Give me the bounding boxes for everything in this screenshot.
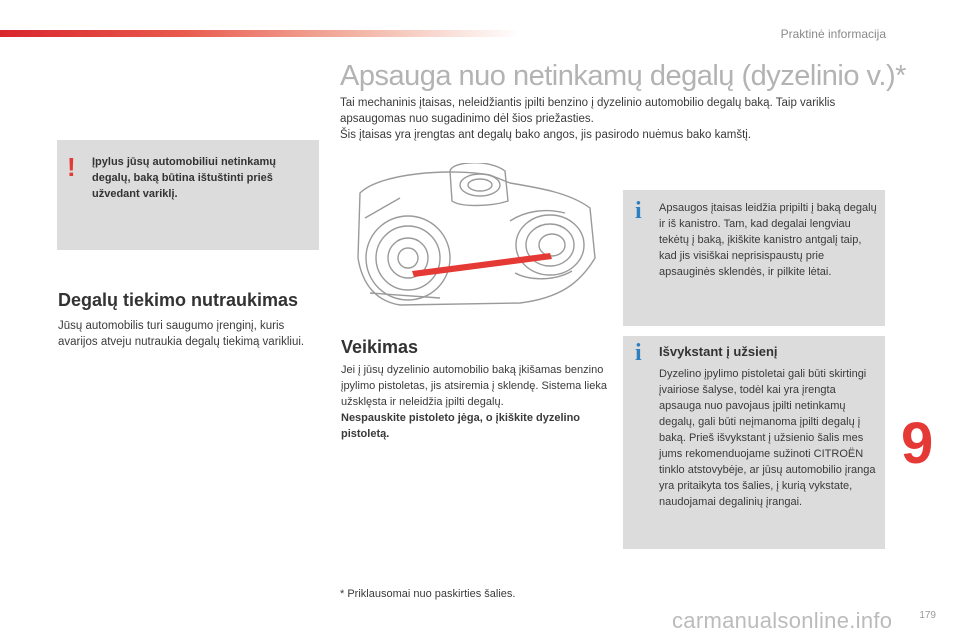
operation-title: Veikimas: [341, 337, 419, 357]
info-icon: i: [635, 198, 642, 224]
info-box-canister-text: Apsaugos įtaisas leidžia pripilti į baką degalų ir iš kanistro. Tam, kad degalai lengviau tekėtų į baką, įkiškite kanistro antgalį taip, kad jis visiškai neprisispaustų prie apsauginės sklendės, ir pilkite lėtai.: [659, 202, 877, 278]
operation-bold-text: Nespauskite pistoleto jėga, o įkiškite dyzelino pistoletą.: [341, 412, 581, 440]
section-header-title: Praktinė informacija: [780, 27, 886, 41]
page-title: Apsauga nuo netinkamų degalų (dyzelinio v.)*: [340, 60, 906, 92]
info-box-abroad-title: Išvykstant į užsienį: [659, 344, 778, 359]
operation-text: Jei į jūsų dyzelinio automobilio baką įkišamas benzino įpylimo pistoletas, jis atsiremia į sklendę. Sistema lieka užsklęsta ir neleidžia įpilti degalų.: [341, 364, 607, 408]
chapter-number: 9: [901, 411, 934, 476]
operation-text-block: [341, 362, 609, 442]
page-number: 179: [919, 610, 936, 621]
warning-box: [57, 140, 319, 250]
fuel-cutoff-text: Jūsų automobilis turi saugumo įrenginį, kuris avarijos atveju nutraukia degalų tiekimą varikliui.: [58, 320, 305, 348]
info-box-abroad: [623, 336, 885, 549]
fuel-filler-illustration: [340, 163, 608, 313]
intro-paragraph-2: Šis įtaisas yra įrengtas ant degalų bako angos, jis pasirodo nuėmus bako kamštį.: [340, 129, 752, 141]
info-box-canister: [623, 190, 885, 326]
header-accent-bar: [0, 30, 520, 37]
info-icon: i: [635, 340, 642, 366]
intro-text: [340, 95, 885, 143]
info-box-abroad-text: Dyzelino įpylimo pistoletai gali būti skirtingi įvairiose šalyse, todėl kai yra įrengta apsauga nuo pavojaus įpilti netinkamų degalų, gali būti neįmanoma įpilti degalų į baką. Prieš išvykstant į užsienio šalis mes jums rekomenduojame sužinoti CITROËN tinklo atstovybėje, ar jūsų automobilio įranga yra pritaikyta tos šalies, į kurią vykstate, naudojamai degalinių įrangai.: [659, 368, 876, 508]
fuel-cutoff-title: Degalų tiekimo nutraukimas: [58, 290, 299, 310]
warning-text: Įpylus jūsų automobiliui netinkamų degalų, baką būtina ištuštinti prieš užvedant variklį.: [92, 156, 276, 200]
intro-paragraph-1: Tai mechaninis įtaisas, neleidžiantis įpilti benzino į dyzelinio automobilio degalų baką. Taip variklis apsaugomas nuo sugadinimo dėl šios priežasties.: [340, 97, 836, 125]
footnote: * Priklausomai nuo paskirties šalies.: [340, 588, 516, 600]
exclamation-icon: !: [67, 152, 76, 182]
watermark: carmanualsonline.info: [672, 608, 893, 633]
